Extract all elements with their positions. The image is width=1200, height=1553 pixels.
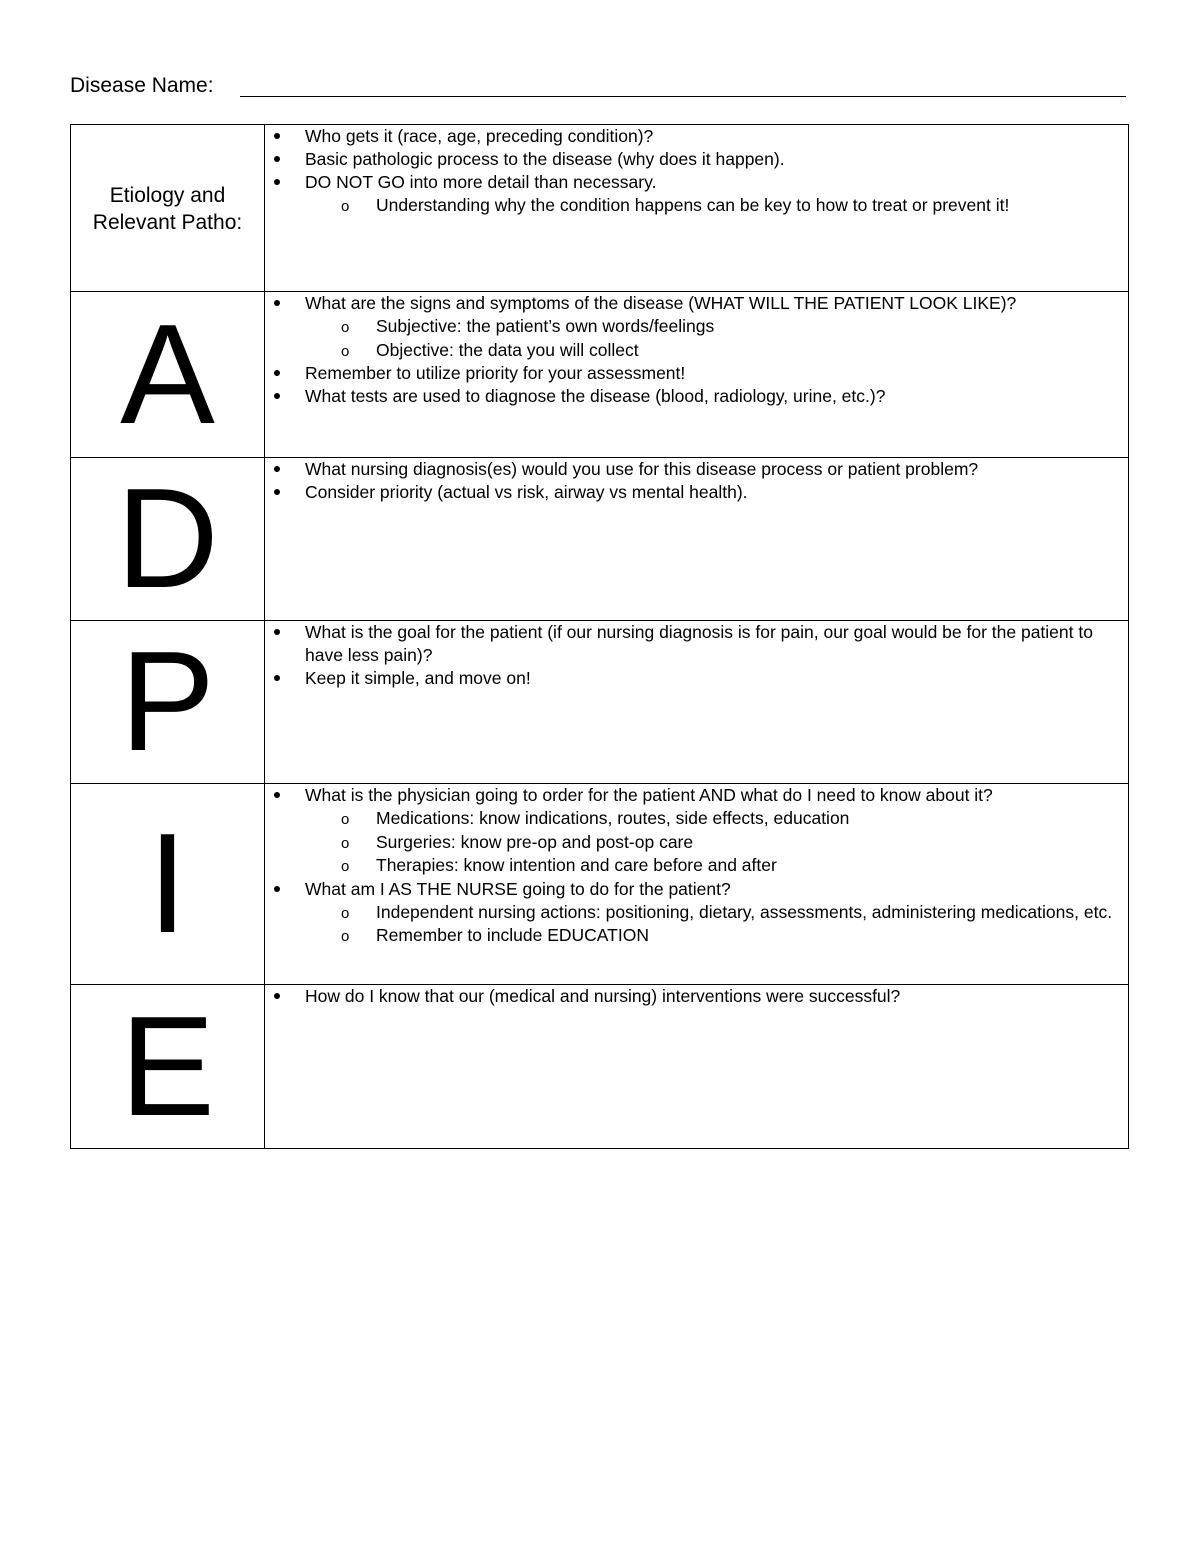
planning-content: [265, 621, 1129, 784]
list-item: What am I AS THE NURSE going to do for the patient? o Independent nursing actions: positioning, dietary, assessments, administering medications, etc. o Remember to include EDUCATION: [265, 878, 1128, 948]
row-planning: [71, 621, 1129, 784]
implementation-content: [265, 784, 1129, 985]
letter-a: A: [120, 294, 215, 454]
sub-list-item: o Remember to include EDUCATION: [305, 924, 1128, 948]
list-item: Basic pathologic process to the disease (why does it happen).: [265, 148, 1128, 171]
letter-cell-e: [71, 985, 265, 1149]
letter-i: I: [147, 804, 188, 963]
row-etiology: [71, 125, 1129, 292]
list-item: Keep it simple, and move on!: [265, 667, 1128, 690]
list-item: Who gets it (race, age, preceding condition)?: [265, 125, 1128, 148]
assessment-content: [265, 292, 1129, 458]
sub-list-item: o Objective: the data you will collect: [305, 339, 1128, 363]
sub-list-item: o Medications: know indications, routes, side effects, education: [305, 807, 1128, 831]
letter-e: E: [120, 986, 215, 1146]
row-assessment: [71, 292, 1129, 458]
sub-list-item: o Independent nursing actions: positioning, dietary, assessments, administering medications, etc.: [305, 901, 1128, 925]
disease-name-blank[interactable]: [240, 96, 1126, 97]
row-diagnosis: [71, 458, 1129, 621]
etiology-label: [93, 180, 242, 236]
etiology-label-cell: [71, 125, 265, 292]
adpie-table: [70, 124, 1129, 1149]
letter-p: P: [120, 622, 215, 781]
letter-cell-p: [71, 621, 265, 784]
list-item: What is the goal for the patient (if our nursing diagnosis is for pain, our goal would be for the patient to have less pain)?: [265, 621, 1128, 667]
letter-cell-d: [71, 458, 265, 621]
list-item: Consider priority (actual vs risk, airway vs mental health).: [265, 481, 1128, 504]
list-item: What nursing diagnosis(es) would you use for this disease process or patient problem?: [265, 458, 1128, 481]
letter-d: D: [116, 459, 219, 618]
letter-cell-a: [71, 292, 265, 458]
etiology-label-line1: Etiology and: [109, 184, 226, 207]
sub-list-item: o Understanding why the condition happens can be key to how to treat or prevent it!: [305, 194, 1128, 218]
list-item: How do I know that our (medical and nursing) interventions were successful?: [265, 985, 1128, 1008]
row-implementation: [71, 784, 1129, 985]
list-item: Remember to utilize priority for your assessment!: [265, 362, 1128, 385]
letter-cell-i: [71, 784, 265, 985]
list-item: What is the physician going to order for the patient AND what do I need to know about it? o Medications: know indications, routes, side effects, education o Surgeries: know pre-op and post-op care o Therapies: know intention and care before and after: [265, 784, 1128, 878]
list-item: DO NOT GO into more detail than necessary. o Understanding why the condition happens can be key to how to treat or prevent it!: [265, 171, 1128, 218]
evaluation-content: [265, 985, 1129, 1149]
etiology-label-line2: Relevant Patho:: [92, 211, 243, 234]
disease-name-label: Disease Name:: [70, 74, 214, 97]
sub-list-item: o Surgeries: know pre-op and post-op care: [305, 831, 1128, 855]
diagnosis-content: [265, 458, 1129, 621]
sub-list-item: o Therapies: know intention and care before and after: [305, 854, 1128, 878]
etiology-content: [265, 125, 1129, 292]
sub-list-item: o Subjective: the patient’s own words/feelings: [305, 315, 1128, 339]
row-evaluation: [71, 985, 1129, 1149]
list-item: What are the signs and symptoms of the disease (WHAT WILL THE PATIENT LOOK LIKE)? o Subjective: the patient’s own words/feelings o Objective: the data you will collect: [265, 292, 1128, 362]
list-item: What tests are used to diagnose the disease (blood, radiology, urine, etc.)?: [265, 385, 1128, 408]
